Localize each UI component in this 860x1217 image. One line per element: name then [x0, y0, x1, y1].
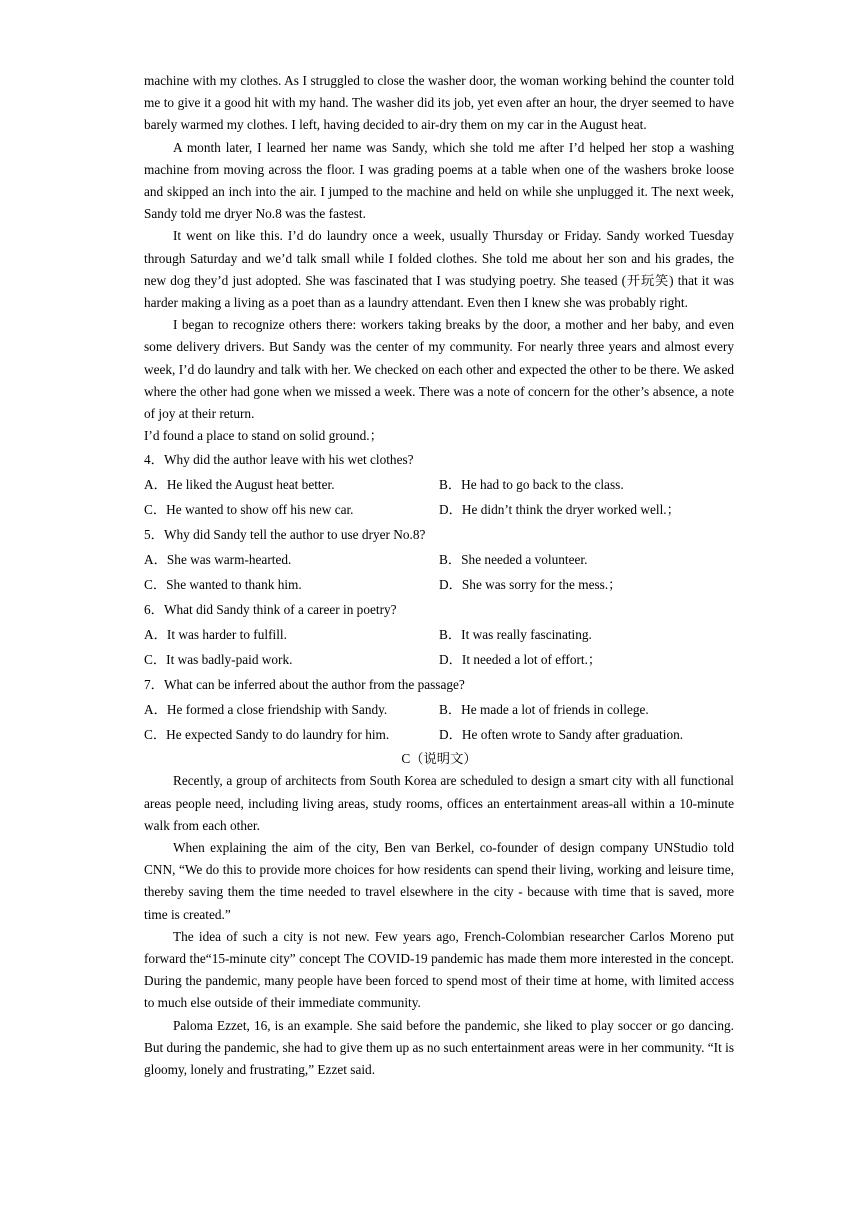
question-stem: 6．What did Sandy think of a career in poetry?: [144, 602, 397, 618]
question-4: [144, 447, 734, 522]
option-c: C．She wanted to thank him.: [144, 577, 302, 593]
question-stem: 7．What can be inferred about the author from the passage?: [144, 677, 465, 693]
option-d: D．It needed a lot of effort.；: [439, 652, 602, 668]
option-d: D．He often wrote to Sandy after graduation.: [439, 727, 684, 743]
question-stem: 5．Why did Sandy tell the author to use dryer No.8?: [144, 527, 426, 543]
option-a: A．It was harder to fulfill.: [144, 627, 287, 643]
option-d: D．He didn’t think the dryer worked well.；: [439, 502, 680, 518]
option-c: C．It was badly-paid work.: [144, 652, 293, 668]
paragraph: I’d found a place to stand on solid ground.；: [144, 428, 383, 444]
option-b: B．She needed a volunteer.: [439, 552, 588, 568]
question-6: [144, 597, 734, 672]
passage-c: [144, 770, 734, 1081]
paragraph: A month later, I learned her name was Sandy, which she told me after I’d helped her stop a washing machine from moving across the floor. I was grading poems at a table when one of the washers broke loose and skipped an inch into the air. I jumped to the machine and held on while she unplugged it. The next week, Sandy told me dryer No.8 was the fastest.: [144, 139, 734, 222]
passage-b: [144, 70, 734, 447]
question-5: [144, 522, 734, 597]
paragraph: The idea of such a city is not new. Few years ago, French-Colombian researcher Carlos Moreno put forward the“15-minute city” concept The COVID-19 pandemic has made them more interested in the concept. During the pandemic, many people have been forced to spend most of their time at home, with limited access to much else outside of their immediate community.: [144, 928, 734, 1011]
option-a: A．He formed a close friendship with Sandy.: [144, 702, 388, 718]
paragraph: Paloma Ezzet, 16, is an example. She said before the pandemic, she liked to play soccer or go dancing. But during the pandemic, she had to give them up as no such entertainment areas were in her community. “It is gloomy, lonely and frustrating,” Ezzet said.: [144, 1017, 734, 1078]
paragraph: I began to recognize others there: workers taking breaks by the door, a mother and her baby, and even some delivery drivers. But Sandy was the center of my community. For nearly three years and almost every week, I’d do laundry and talk with her. We checked on each other and expected the other to be there. We asked where the other had gone when we missed a week. There was a note of concern for the other’s absence, a note of joy at their return.: [144, 317, 734, 422]
option-b: B．It was really fascinating.: [439, 627, 592, 643]
option-a: A．He liked the August heat better.: [144, 477, 335, 493]
option-c: C．He expected Sandy to do laundry for him.: [144, 727, 390, 743]
paragraph: machine with my clothes. As I struggled to close the washer door, the woman working behind the counter told me to give it a good hit with my hand. The washer did its job, yet even after an hour, the dryer seemed to have barely warmed my clothes. I left, having decided to air-dry them on my car in the August heat.: [144, 73, 734, 133]
paragraph: Recently, a group of architects from South Korea are scheduled to design a smart city with all functional areas people need, including living areas, study rooms, offices an entertainment areas-all within a 10-minute walk from each other.: [144, 773, 734, 833]
question-stem: 4．Why did the author leave with his wet clothes?: [144, 452, 414, 468]
option-d: D．She was sorry for the mess.；: [439, 577, 622, 593]
option-b: B．He made a lot of friends in college.: [439, 702, 649, 718]
exam-page: [144, 70, 734, 1081]
paragraph: When explaining the aim of the city, Ben van Berkel, co-founder of design company UNStudio told CNN, “We do this to provide more choices for how residents can spend their living, working and leisure time, thereby saving them the time needed to travel elsewhere in the city - because with time that is saved, more time is created.”: [144, 840, 734, 922]
option-b: B．He had to go back to the class.: [439, 477, 624, 493]
paragraph: It went on like this. I’d do laundry once a week, usually Thursday or Friday. Sandy worked Tuesday through Saturday and we’d talk small while I folded clothes. She told me about her son and his grades, the new dog they’d just adopted. She was fascinated that I was studying poetry. She teased (开玩笑) that it was harder making a living as a poet than as a laundry attendant. Even then I knew she was probably right.: [144, 228, 734, 311]
question-7: [144, 672, 734, 747]
option-a: A．She was warm-hearted.: [144, 552, 292, 568]
section-heading: C（说明文）: [401, 751, 477, 767]
option-c: C．He wanted to show off his new car.: [144, 502, 354, 518]
